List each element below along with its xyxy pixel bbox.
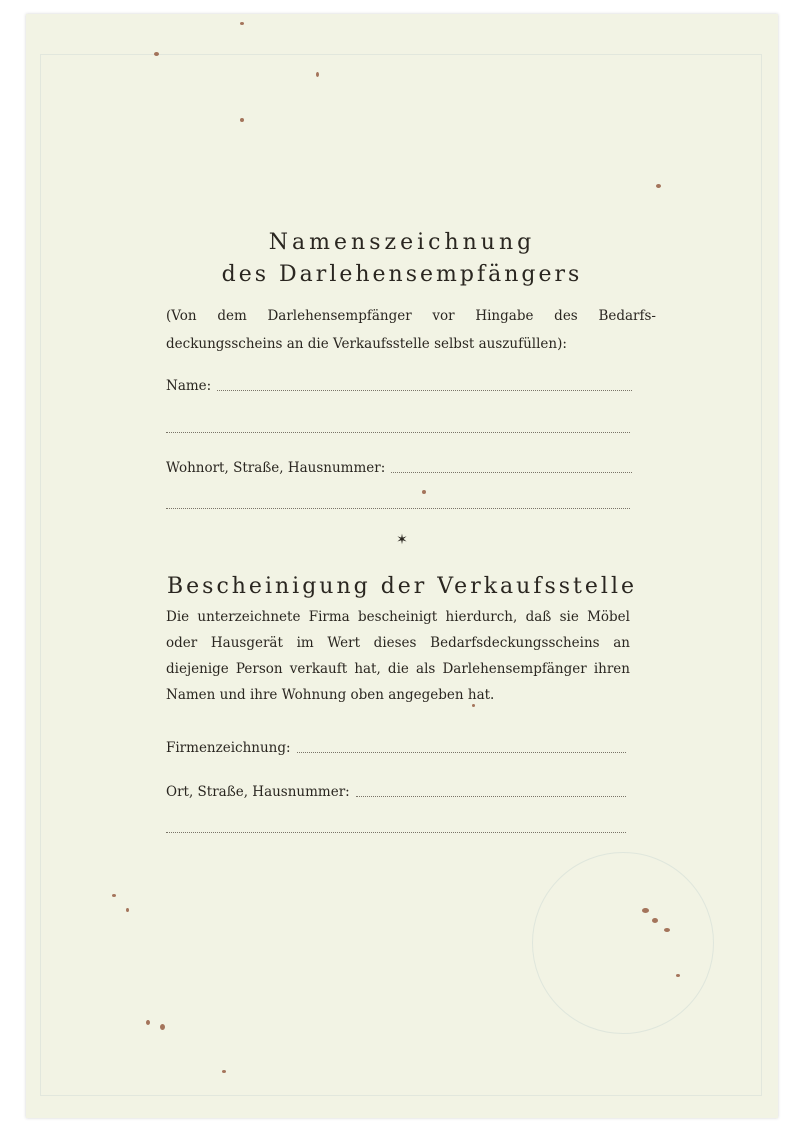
location-field[interactable] [166, 784, 626, 800]
stain-spot [126, 908, 129, 912]
stain-spot [112, 894, 116, 897]
address-dotted-line[interactable] [391, 471, 632, 473]
address-label: Wohnort, Straße, Hausnummer: [166, 460, 386, 476]
stain-spot [676, 974, 680, 977]
stain-spot [146, 1020, 150, 1025]
certification-title: Bescheinigung der Verkaufsstelle [166, 574, 638, 599]
location-dotted-line[interactable] [356, 795, 626, 797]
stain-spot [222, 1070, 226, 1073]
stain-spot [240, 118, 244, 122]
firm-label: Firmenzeichnung: [166, 740, 291, 756]
firm-dotted-line[interactable] [297, 751, 626, 753]
section-separator: ✶ [396, 532, 408, 548]
stain-spot [154, 52, 159, 56]
stain-spot [664, 928, 670, 932]
stain-spot [422, 490, 426, 494]
form-instruction: (Von dem Darlehensempfänger vor Hingabe des Bedarfs-deckungsscheins an die Verkaufsstelle selbst auszufüllen): [166, 308, 656, 352]
stain-spot [656, 184, 661, 188]
name-dotted-line[interactable] [217, 389, 632, 391]
firm-signature-field[interactable] [166, 740, 626, 756]
certification-text: Die unterzeichnete Firma bescheinigt hierdurch, daß sie Möbel oder Hausgerät im Wert dieses Bedarfsdeckungsscheins an diejenige Person verkauft hat, die als Darlehensempfänger ihren Namen und ihre Wohnung oben angegeben hat. [166, 609, 630, 703]
document-sheet [26, 14, 778, 1118]
form-title-line2: des Darlehensempfängers [221, 262, 583, 287]
address-continuation-line[interactable] [166, 508, 630, 509]
location-label: Ort, Straße, Hausnummer: [166, 784, 350, 800]
stain-spot [652, 918, 658, 923]
stain-spot [160, 1024, 165, 1030]
form-title-line1: Namenszeichnung [268, 230, 536, 255]
faint-seal-watermark [532, 852, 714, 1034]
stain-spot [240, 22, 244, 25]
name-field[interactable] [166, 378, 632, 394]
name-continuation-line[interactable] [166, 432, 630, 433]
address-field[interactable] [166, 460, 632, 476]
stain-spot [642, 908, 649, 913]
stain-spot [316, 72, 319, 77]
certification-text-block [166, 604, 630, 708]
name-label: Name: [166, 378, 212, 394]
location-continuation-line[interactable] [166, 832, 626, 833]
stain-spot [472, 704, 475, 707]
